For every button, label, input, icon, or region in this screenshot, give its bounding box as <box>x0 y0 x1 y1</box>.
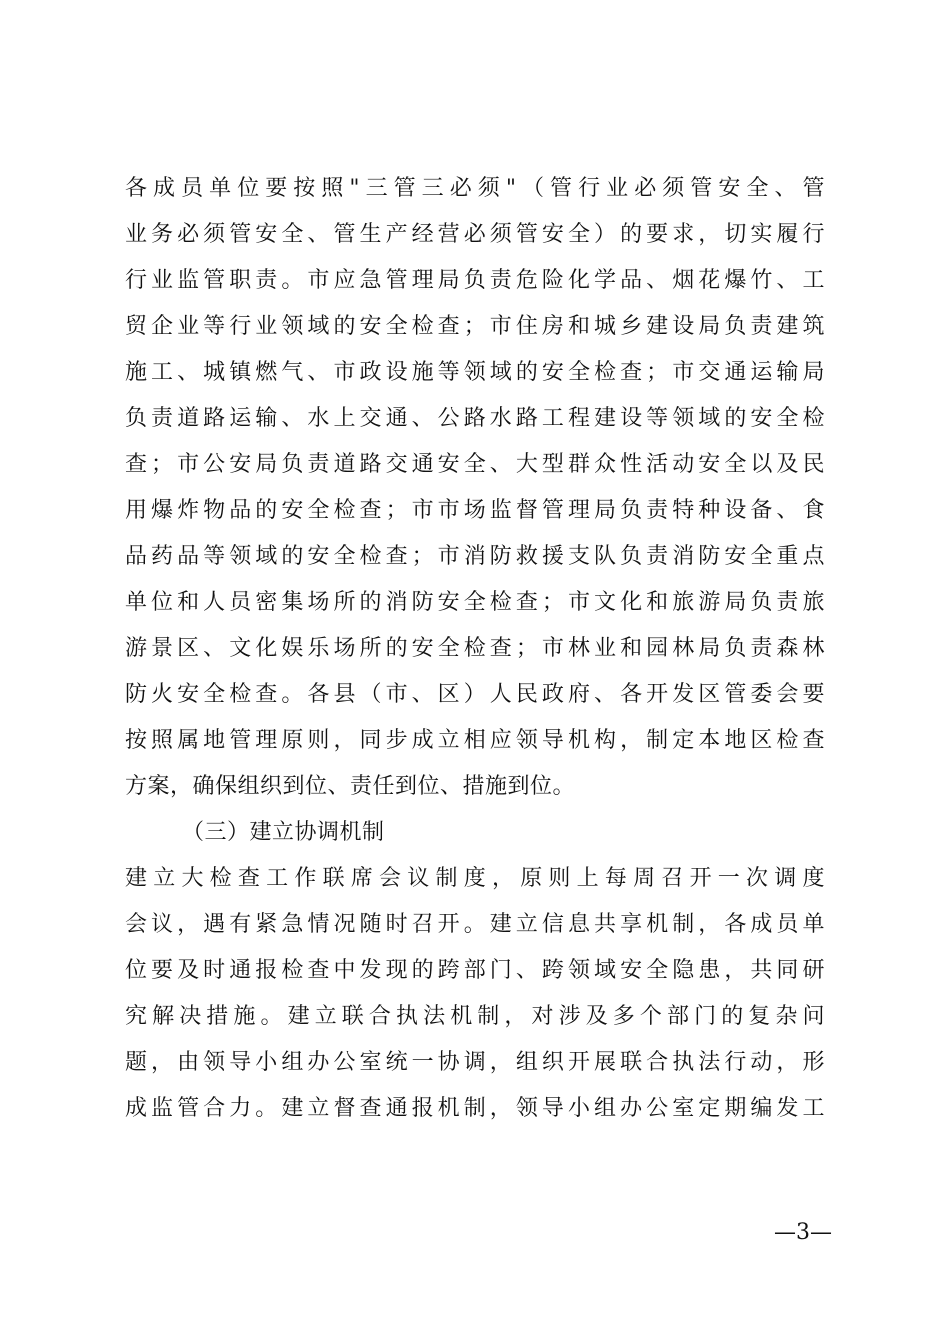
text-line: 题，由领导小组办公室统一协调，组织开展联合执法行动，形 <box>125 1050 825 1075</box>
text-line: 行业监管职责。市应急管理局负责危险化学品、烟花爆竹、工 <box>125 268 825 293</box>
text-line: 究解决措施。建立联合执法机制，对涉及多个部门的复杂问 <box>125 1004 825 1029</box>
text-line: 方案，确保组织到位、责任到位、措施到位。 <box>125 774 576 799</box>
text-line: 各成员单位要按照"三管三必须"（管行业必须管安全、管 <box>125 176 825 201</box>
text-line: 成监管合力。建立督查通报机制，领导小组办公室定期编发工 <box>125 1096 825 1121</box>
section-heading: （三）建立协调机制 <box>182 820 385 845</box>
text-line: 会议，遇有紧急情况随时召开。建立信息共享机制，各成员单 <box>125 912 825 937</box>
paragraph-member-responsibilities <box>125 166 825 810</box>
text-line: 建立大检查工作联席会议制度，原则上每周召开一次调度 <box>125 866 825 891</box>
text-line: 游景区、文化娱乐场所的安全检查；市林业和园林局负责森林 <box>125 636 825 661</box>
text-line: 贸企业等行业领域的安全检查；市住房和城乡建设局负责建筑 <box>125 314 825 339</box>
text-line: 用爆炸物品的安全检查；市市场监督管理局负责特种设备、食 <box>125 498 825 523</box>
text-line: 位要及时通报检查中发现的跨部门、跨领域安全隐患，共同研 <box>125 958 825 983</box>
document-body <box>125 166 825 1132</box>
text-line: 业务必须管安全、管生产经营必须管安全）的要求，切实履行 <box>125 222 825 247</box>
text-line: 按照属地管理原则，同步成立相应领导机构，制定本地区检查 <box>125 728 825 753</box>
text-line: 品药品等领域的安全检查；市消防救援支队负责消防安全重点 <box>125 544 825 569</box>
page-number: —3— <box>774 1220 832 1245</box>
text-line: 施工、城镇燃气、市政设施等领域的安全检查；市交通运输局 <box>125 360 825 385</box>
paragraph-coordination-mechanism <box>125 856 825 1132</box>
text-line: 防火安全检查。各县（市、区）人民政府、各开发区管委会要 <box>125 682 825 707</box>
text-line: 单位和人员密集场所的消防安全检查；市文化和旅游局负责旅 <box>125 590 825 615</box>
text-line: 负责道路运输、水上交通、公路水路工程建设等领域的安全检 <box>125 406 825 431</box>
text-line: 查；市公安局负责道路交通安全、大型群众性活动安全以及民 <box>125 452 825 477</box>
